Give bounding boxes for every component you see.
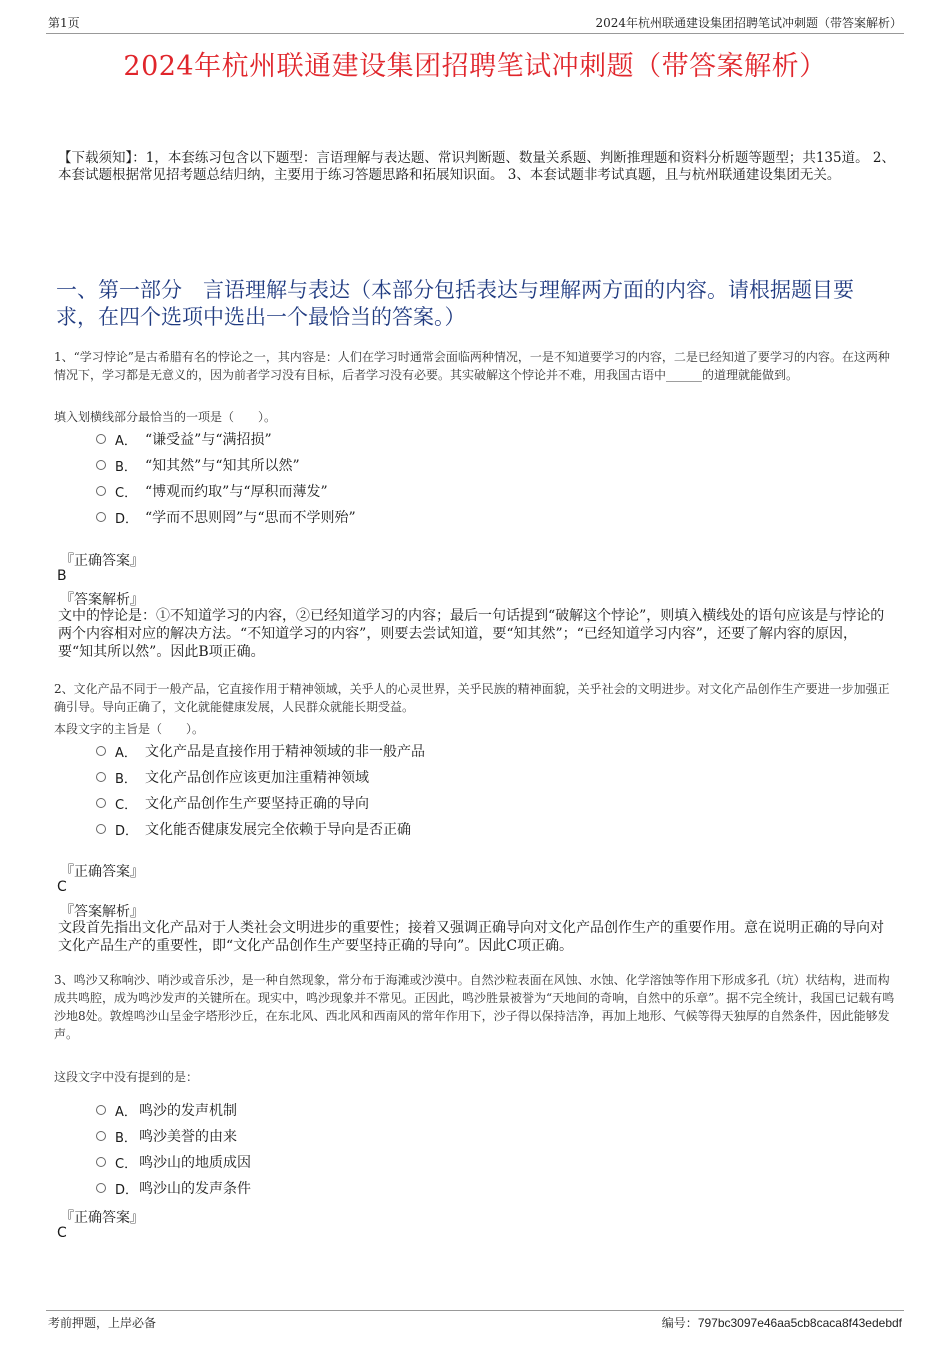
question-3-answer: C (57, 1225, 67, 1241)
question-2-prompt: 本段文字的主旨是（ ）。 (54, 722, 205, 736)
radio-icon[interactable] (96, 1157, 106, 1167)
question-3-answer-label: 『正确答案』 (60, 1210, 144, 1226)
option-text: 鸣沙的发声机制 (139, 1103, 237, 1119)
question-3-option-d[interactable] (96, 1175, 251, 1201)
radio-icon[interactable] (96, 772, 106, 782)
question-3-option-a[interactable] (96, 1097, 251, 1123)
footer-code-value: 797bc3097e46aa5cb8caca8f43edebdf (697, 1316, 902, 1330)
question-2-answer: C (57, 879, 67, 895)
footer-code (662, 1314, 902, 1331)
question-2-text: 2、文化产品不同于一般产品，它直接作用于精神领域，关乎人的心灵世界，关乎民族的精神面貌，关乎社会的文明进步。对文化产品创作生产要进一步加强正确引导。导向正确了，文化就能健康发展，人民群众就能长期受益。 (54, 682, 890, 714)
radio-icon[interactable] (96, 1105, 106, 1115)
option-letter: A． (115, 1104, 137, 1120)
option-text: 文化产品创作应该更加注重精神领域 (145, 770, 369, 786)
question-1-analysis-label: 『答案解析』 (60, 592, 144, 608)
radio-icon[interactable] (96, 434, 106, 444)
radio-icon[interactable] (96, 824, 106, 834)
radio-icon[interactable] (96, 798, 106, 808)
radio-icon[interactable] (96, 1131, 106, 1141)
option-letter: C． (115, 797, 138, 813)
option-text: “学而不思则罔”与“思而不学则殆” (145, 510, 356, 526)
question-1-answer-label: 『正确答案』 (60, 553, 144, 569)
option-letter: C． (115, 485, 138, 501)
question-2-answer-label: 『正确答案』 (60, 864, 144, 880)
question-1-option-b[interactable] (96, 452, 356, 478)
option-letter: C． (115, 1156, 138, 1172)
option-letter: B． (115, 771, 137, 787)
question-1-analysis: 文中的悖论是：①不知道学习的内容，②已经知道学习的内容；最后一句话提到“破解这个悖论”，则填入横线处的语句应该是与悖论的两个内容相对应的解决方法。“不知道学习的内容”，则要去尝试知道，要“知其然”；“已经知道学习内容”，还要了解内容的原因，要“知其所以然”。因此B项正确。 (58, 608, 885, 660)
radio-icon[interactable] (96, 486, 106, 496)
question-3-option-b[interactable] (96, 1123, 251, 1149)
option-letter: D． (115, 511, 139, 527)
radio-icon[interactable] (96, 746, 106, 756)
option-letter: B． (115, 1130, 137, 1146)
download-notice: 【下载须知】：1，本套练习包含以下题型：言语理解与表达题、常识判断题、数量关系题、判断推理题和资料分析题等题型；共135道。 2、本套试题根据常见招考题总结归纳，主要用于练习答题思路和拓展知识面。 3、本套试题非考试真题，且与杭州联通建设集团无关。 (58, 150, 895, 183)
question-1-option-a[interactable] (96, 426, 356, 452)
question-1-option-d[interactable] (96, 504, 356, 530)
option-text: 文化能否健康发展完全依赖于导向是否正确 (145, 822, 411, 838)
question-2-options (96, 738, 425, 842)
question-1-options (96, 426, 356, 530)
header-page-number: 第1页 (48, 16, 80, 30)
option-text: 鸣沙美誉的由来 (139, 1129, 237, 1145)
option-letter: D． (115, 1182, 139, 1198)
question-2-analysis-label: 『答案解析』 (60, 904, 144, 920)
page-title: 2024年杭州联通建设集团招聘笔试冲刺题（带答案解析） (123, 51, 827, 82)
question-2-option-a[interactable] (96, 738, 425, 764)
option-text: 文化产品是直接作用于精神领域的非一般产品 (145, 744, 425, 760)
option-letter: B． (115, 459, 137, 475)
question-1-prompt: 填入划横线部分最恰当的一项是（ ）。 (54, 410, 277, 424)
question-3-prompt: 这段文字中没有提到的是： (54, 1070, 199, 1084)
section-heading: 一、第一部分 言语理解与表达（本部分包括表达与理解两方面的内容。请根据题目要求，在四个选项中选出一个最恰当的答案。） (56, 278, 854, 329)
option-letter: D． (115, 823, 139, 839)
option-text: 文化产品创作生产要坚持正确的导向 (145, 796, 369, 812)
option-text: “博观而约取”与“厚积而薄发” (145, 484, 328, 500)
question-2-option-c[interactable] (96, 790, 425, 816)
radio-icon[interactable] (96, 512, 106, 522)
option-letter: A． (115, 433, 137, 449)
question-3-options (96, 1097, 251, 1201)
header-document-title: 2024年杭州联通建设集团招聘笔试冲刺题（带答案解析） (595, 16, 902, 30)
option-text: “知其然”与“知其所以然” (145, 458, 300, 474)
option-letter: A． (115, 745, 137, 761)
question-1-text: 1、“学习悖论”是古希腊有名的悖论之一，其内容是：人们在学习时通常会面临两种情况，一是不知道要学习的内容，二是已经知道了要学习的内容。在这两种情况下，学习都是无意义的，因为前者学习没有目标，后者学习没有必要。其实破解这个悖论并不难，用我国古语中______的道理就能做到。 (54, 350, 890, 382)
header-divider (46, 33, 904, 34)
question-3-text: 3、鸣沙又称响沙、哨沙或音乐沙，是一种自然现象，常分布于海滩或沙漠中。自然沙粒表面在风蚀、水蚀、化学溶蚀等作用下形成多孔（坑）状结构，进而构成共鸣腔，成为鸣沙发声的关键所在。现实中，鸣沙现象并不常见。正因此，鸣沙胜景被誉为“天地间的奇响，自然中的乐章”。据不完全统计，我国已记载有鸣沙地8处。敦煌鸣沙山呈金字塔形沙丘，在东北风、西北风和西南风的常年作用下，沙子得以保持洁净，再加上地形、气候等得天独厚的自然条件，因此能够发声。 (54, 973, 895, 1041)
footer-slogan: 考前押题，上岸必备 (48, 1316, 157, 1330)
footer-divider (46, 1310, 904, 1311)
footer-code-label: 编号： (661, 1316, 698, 1330)
radio-icon[interactable] (96, 1183, 106, 1193)
question-2-analysis: 文段首先指出文化产品对于人类社会文明进步的重要性；接着又强调正确导向对文化产品创作生产的重要作用。意在说明正确的导向对文化产品生产的重要性，即“文化产品创作生产要坚持正确的导向”。因此C项正确。 (58, 920, 884, 954)
option-text: 鸣沙山的地质成因 (139, 1155, 251, 1171)
option-text: “谦受益”与“满招损” (145, 432, 272, 448)
radio-icon[interactable] (96, 460, 106, 470)
question-3-option-c[interactable] (96, 1149, 251, 1175)
option-text: 鸣沙山的发声条件 (139, 1181, 251, 1197)
question-1-answer: B (57, 568, 67, 584)
question-2-option-d[interactable] (96, 816, 425, 842)
question-2-option-b[interactable] (96, 764, 425, 790)
question-1-option-c[interactable] (96, 478, 356, 504)
